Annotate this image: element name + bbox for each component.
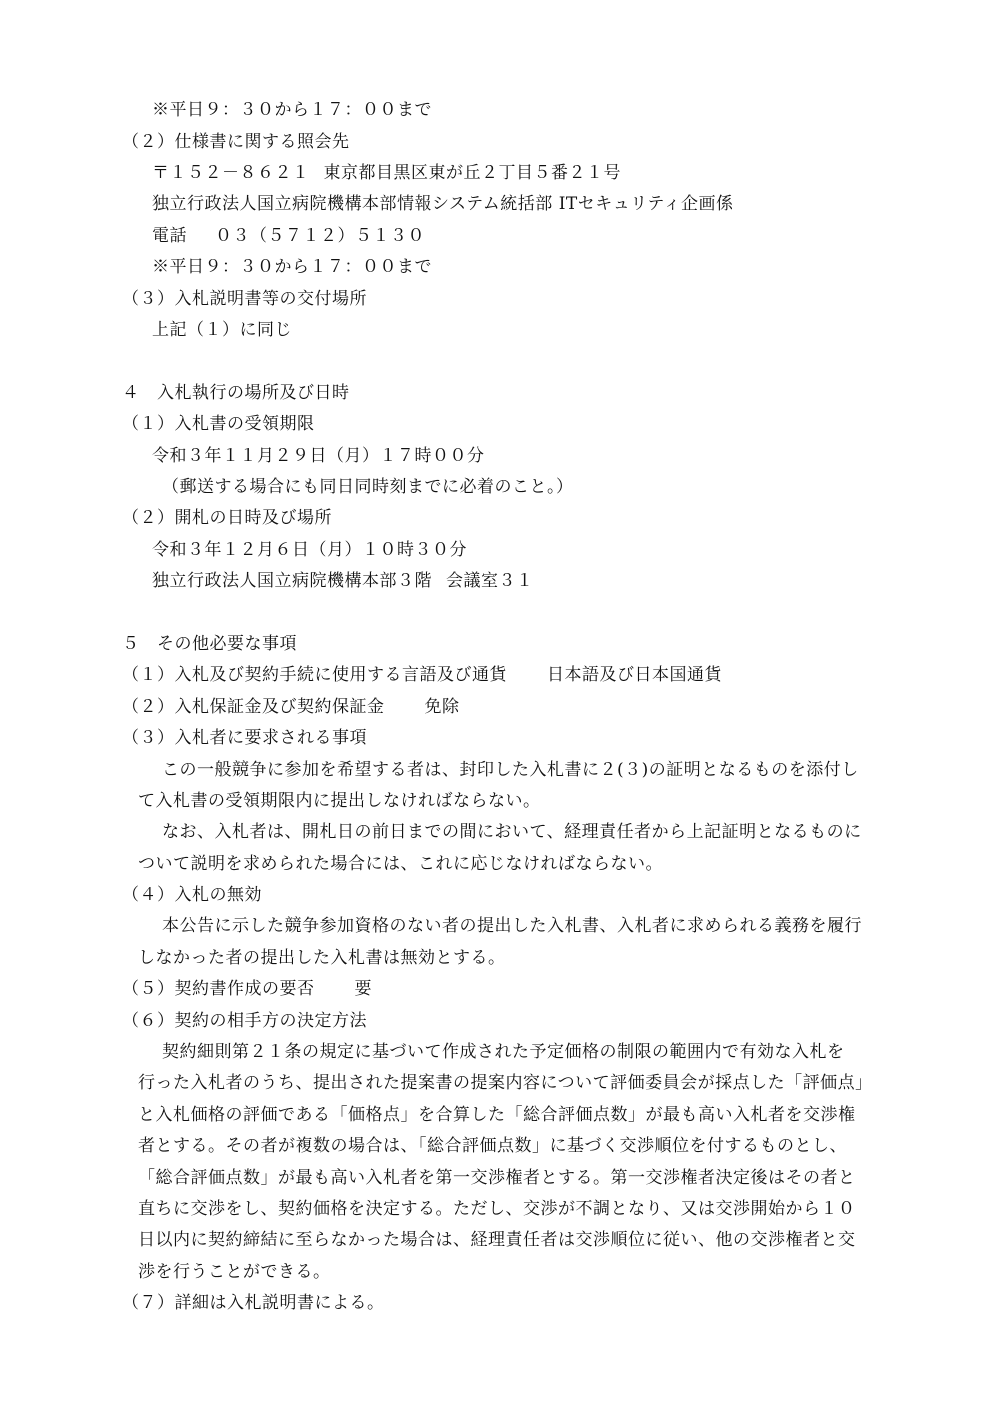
business-hours-note-1: ※平日９：３０から１７：００まで: [152, 100, 432, 120]
phone-number: ０３（５７１２）５１３０: [215, 226, 425, 246]
opening-date: 令和３年１２月６日（月）１０時３０分: [152, 540, 467, 560]
award-method-line4: 者とする。その者が複数の場合は、「総合評価点数」に基づく交渉順位を付するものとし、: [138, 1136, 847, 1156]
invalid-bid-line2: しなかった者の提出した入札書は無効とする。: [138, 948, 506, 968]
deposit-line: [122, 697, 460, 717]
award-method-heading: （６）契約の相手方の決定方法: [122, 1011, 367, 1031]
deposit-value: 免除: [424, 697, 460, 717]
address: 東京都目黒区東が丘２丁目５番２１号: [323, 163, 621, 183]
details-reference: （７）詳細は入札説明書による。: [122, 1293, 385, 1313]
distribution-place-heading: （３）入札説明書等の交付場所: [122, 289, 367, 309]
contract-document-value: 要: [354, 979, 372, 999]
award-method-line5: 「総合評価点数」が最も高い入札者を第一交渉権者とする。第一交渉権者決定後はその者と: [138, 1168, 856, 1188]
bidder-requirements-para1-line2: て入札書の受領期限内に提出しなければならない。: [138, 791, 541, 811]
distribution-place-text: 上記（１）に同じ: [152, 320, 292, 340]
opening-room: 会議室３１: [446, 571, 534, 591]
bidder-requirements-para2-line2: ついて説明を求められた場合には、これに応じなければならない。: [138, 854, 663, 874]
deposit-label: （２）入札保証金及び契約保証金: [122, 697, 385, 717]
section-4-heading: ４ 入札執行の場所及び日時: [122, 383, 350, 403]
language-currency-label: （１）入札及び契約手続に使用する言語及び通貨: [122, 665, 507, 685]
award-method-line8: 渉を行うことができる。: [138, 1262, 331, 1282]
award-method-line2: 行った入札者のうち、提出された提案書の提案内容について評価委員会が採点した「評価点」: [138, 1073, 873, 1093]
award-method-line7: 日以内に契約締結に至らなかった場合は、経理責任者は交渉順位に従い、他の交渉権者と交: [138, 1230, 856, 1250]
invalid-bid-line1: 本公告に示した競争参加資格のない者の提出した入札書、入札者に求められる義務を履行: [162, 916, 862, 936]
phone-line: [152, 226, 425, 246]
bid-deadline-heading: （１）入札書の受領期限: [122, 414, 315, 434]
opening-place: [152, 571, 534, 591]
award-method-line3: と入札価格の評価である「価格点」を合算した「総合評価点数」が最も高い入札者を交渉権: [138, 1105, 856, 1125]
opening-building: 独立行政法人国立病院機構本部３階: [152, 571, 432, 591]
award-method-line1: 契約細則第２１条の規定に基づいて作成された予定価格の制限の範囲内で有効な入札を: [162, 1042, 845, 1062]
business-hours-note-2: ※平日９：３０から１７：００まで: [152, 257, 432, 277]
invalid-bid-heading: （４）入札の無効: [122, 885, 262, 905]
bid-deadline-date: 令和３年１１月２９日（月）１７時００分: [152, 446, 485, 466]
contract-document-line: [122, 979, 372, 999]
postal-address-line: [152, 163, 621, 183]
bidder-requirements-heading: （３）入札者に要求される事項: [122, 728, 367, 748]
bidder-requirements-para1-line1: この一般競争に参加を希望する者は、封印した入札書に２(３)の証明となるものを添付し: [162, 760, 859, 780]
postal-code: 〒１５２－８６２１: [152, 163, 310, 183]
award-method-line6: 直ちに交渉をし、契約価格を決定する。ただし、交渉が不調となり、又は交渉開始から１０: [138, 1199, 856, 1219]
contract-document-label: （５）契約書作成の要否: [122, 979, 315, 999]
bid-deadline-note: （郵送する場合にも同日同時刻までに必着のこと。）: [162, 477, 574, 497]
spec-inquiry-heading: （２）仕様書に関する照会先: [122, 132, 350, 152]
section-5-heading: ５ その他必要な事項: [122, 634, 297, 654]
phone-label: 電話: [152, 226, 187, 246]
opening-heading: （２）開札の日時及び場所: [122, 508, 332, 528]
bidder-requirements-para2-line1: なお、入札者は、開札日の前日までの間において、経理責任者から上記証明となるものに: [162, 822, 862, 842]
language-currency-value: 日本語及び日本国通貨: [547, 665, 722, 685]
language-currency-line: [122, 665, 722, 685]
department-name: 独立行政法人国立病院機構本部情報システム統括部 ITセキュリティ企画係: [152, 194, 734, 214]
